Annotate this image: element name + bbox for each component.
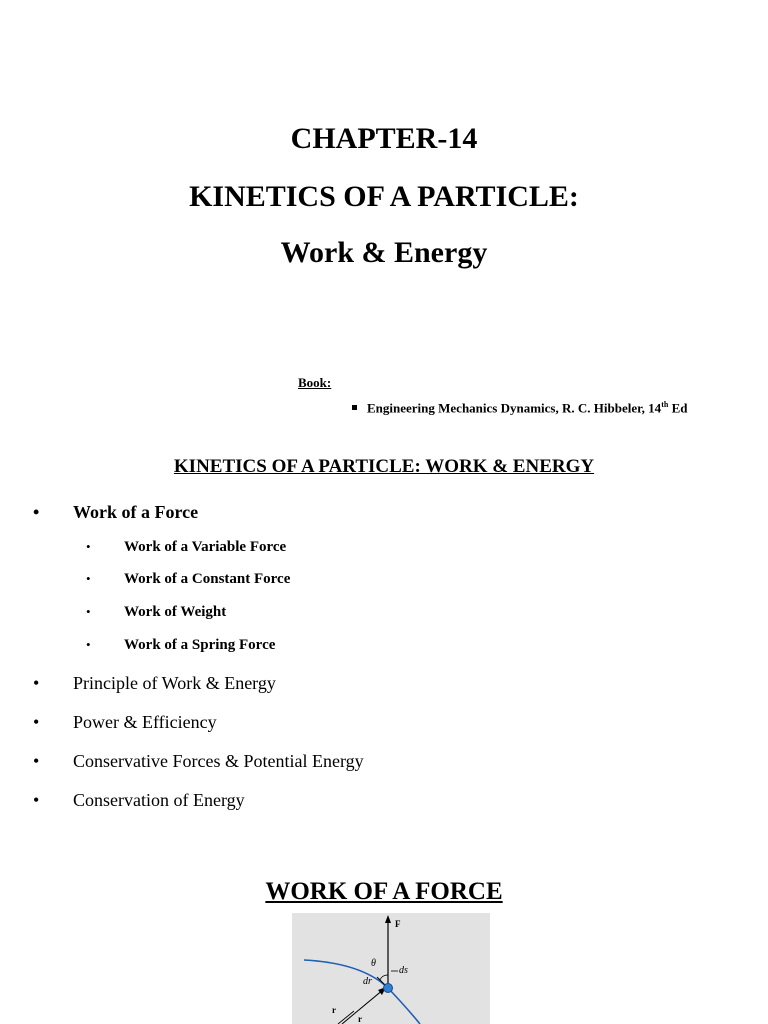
bullet-icon: •: [86, 539, 91, 554]
outline-subitem-weight: [86, 604, 227, 621]
force-label: F: [395, 919, 401, 929]
bullet-icon: •: [33, 712, 40, 732]
outline-item-label: Conservative Forces & Potential Energy: [73, 751, 364, 771]
work-of-force-figure: [292, 913, 490, 1024]
outline-item-label: Power & Efficiency: [73, 712, 217, 732]
outline-subitem-label: Work of a Variable Force: [124, 539, 287, 555]
outline-item-label: Conservation of Energy: [73, 790, 245, 810]
position-vector-r2: [338, 1011, 354, 1024]
outline-item-principle: [33, 673, 276, 694]
work-section-heading-text: WORK OF A FORCE: [265, 878, 503, 905]
bullet-icon: •: [33, 673, 40, 693]
book-edition-suffix: th: [661, 400, 669, 409]
outline-item-conservative-forces: [33, 751, 364, 772]
outline-item-label: Principle of Work & Energy: [73, 673, 276, 693]
angle-arc: [380, 975, 388, 980]
outline-subitem-label: Work of a Spring Force: [124, 637, 276, 653]
outline-subitem-variable-force: [86, 539, 287, 556]
chapter-topic: Work & Energy: [280, 236, 488, 269]
book-reference: [352, 400, 687, 416]
bullet-icon: •: [33, 751, 40, 771]
outline-heading: [0, 456, 768, 478]
bullet-icon: •: [86, 571, 91, 586]
outline-subitem-spring-force: [86, 637, 276, 654]
outline-item-label: Work of a Force: [73, 502, 199, 522]
r2-label: r: [358, 1014, 362, 1024]
bullet-icon: •: [86, 637, 91, 652]
outline-subitem-constant-force: [86, 571, 291, 588]
r-label: r: [332, 1005, 336, 1015]
outline-subitem-label: Work of a Constant Force: [124, 571, 291, 587]
outline-item-power: [33, 712, 217, 733]
particle-point: [384, 984, 393, 993]
force-arrowhead: [385, 915, 391, 923]
bullet-icon: •: [86, 604, 91, 619]
bullet-icon: •: [33, 790, 40, 810]
outline-subitem-label: Work of Weight: [124, 604, 227, 620]
book-edition-tail: Ed: [668, 400, 688, 416]
square-bullet-icon: [352, 405, 357, 410]
outline-heading-text: KINETICS OF A PARTICLE: WORK & ENERGY: [173, 456, 595, 477]
bullet-icon: •: [33, 502, 40, 522]
angle-label: θ: [371, 958, 376, 969]
ds-label: ds: [399, 965, 408, 976]
force-path-diagram: [292, 913, 490, 1024]
book-label: Book:: [298, 375, 332, 390]
position-vector-r: [342, 989, 384, 1024]
chapter-subtitle: KINETICS OF A PARTICLE:: [189, 180, 579, 213]
outline-item-conservation: [33, 790, 245, 811]
outline-item-work-of-force: [33, 502, 199, 523]
book-reference-text: Engineering Mechanics Dynamics, R. C. Hibbeler, 14: [367, 400, 662, 416]
dr-label: dr: [363, 976, 372, 987]
chapter-title: CHAPTER-14: [290, 122, 478, 155]
work-section-heading: [0, 878, 768, 906]
